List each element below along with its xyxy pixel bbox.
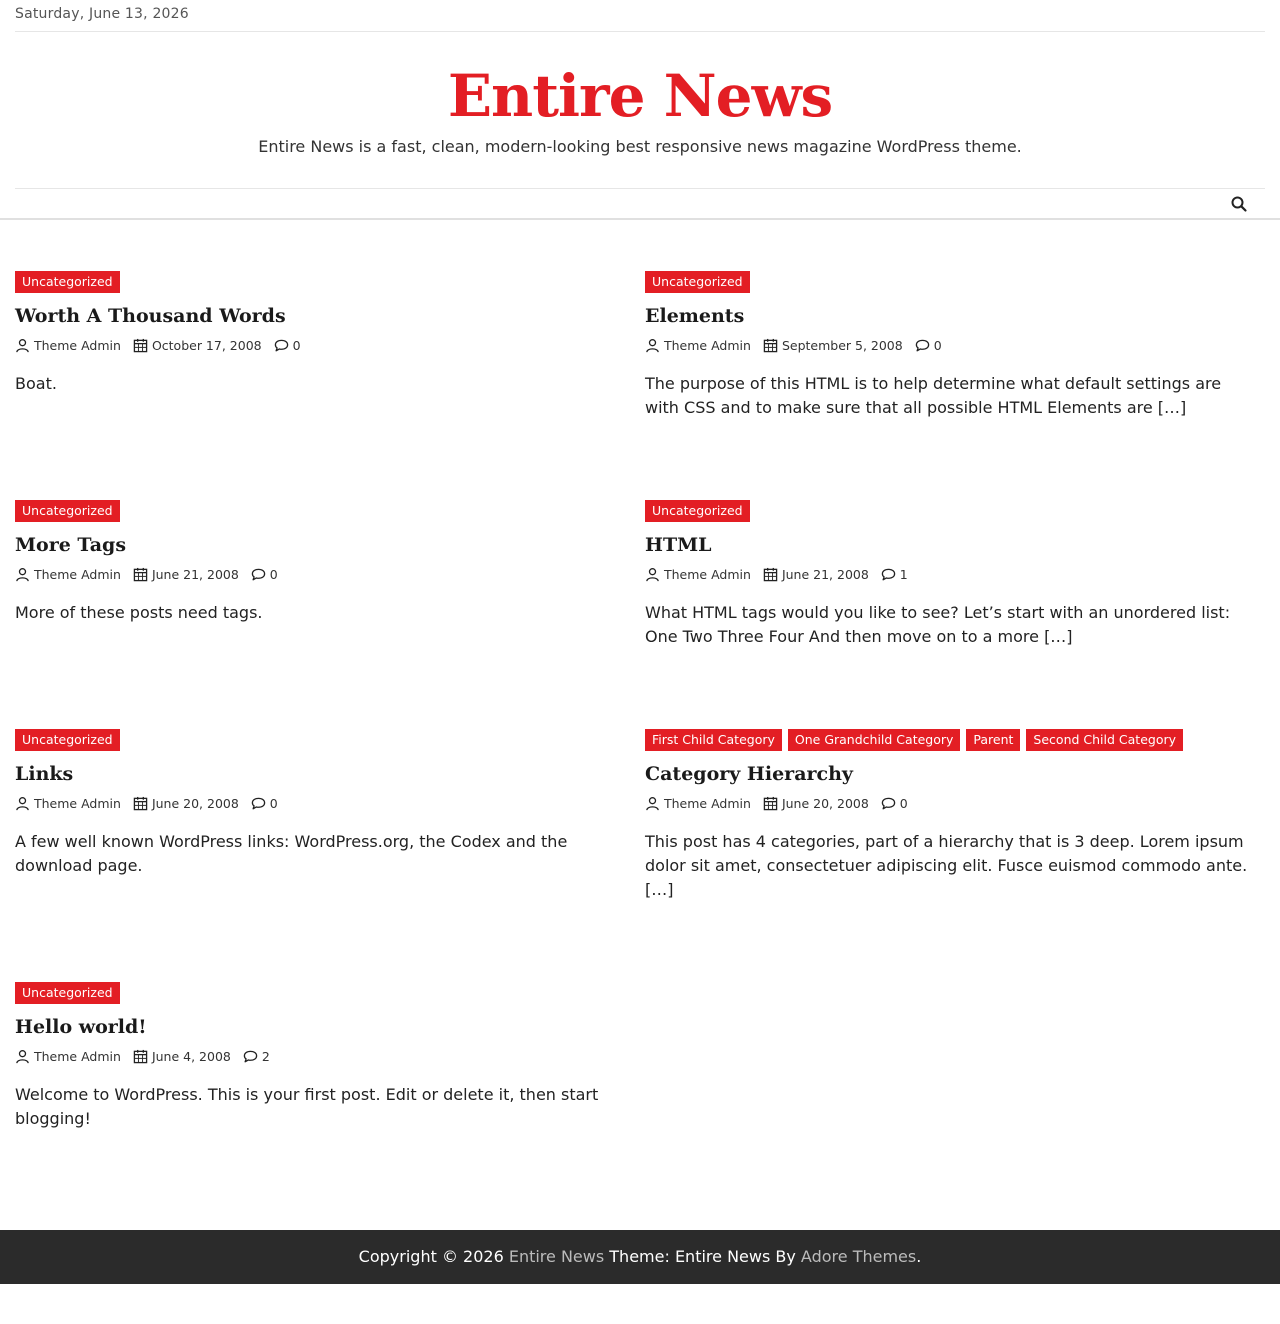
post-card bbox=[15, 982, 635, 1131]
post-date-text: June 20, 2008 bbox=[781, 795, 869, 811]
category-badge[interactable]: Second Child Category bbox=[1026, 729, 1183, 751]
calendar-icon bbox=[133, 1049, 148, 1064]
post-author[interactable] bbox=[15, 338, 121, 353]
calendar-icon bbox=[763, 338, 778, 353]
site-footer bbox=[0, 1230, 1280, 1284]
footer-site-link[interactable]: Entire News bbox=[508, 1247, 605, 1266]
post-comments[interactable] bbox=[251, 567, 278, 582]
post-meta bbox=[15, 794, 635, 812]
user-icon bbox=[15, 338, 30, 353]
post-date[interactable] bbox=[133, 567, 239, 582]
post-author[interactable] bbox=[645, 796, 751, 811]
category-badge[interactable]: Uncategorized bbox=[645, 271, 750, 293]
post-title[interactable]: Category Hierarchy bbox=[645, 763, 853, 785]
post-comment-count: 0 bbox=[899, 795, 908, 811]
post-comments[interactable] bbox=[243, 1049, 270, 1064]
post-categories bbox=[15, 729, 635, 751]
post-date[interactable] bbox=[763, 338, 903, 353]
site-title[interactable]: Entire News bbox=[447, 62, 833, 130]
comment-icon bbox=[243, 1049, 258, 1064]
post-categories bbox=[15, 982, 635, 1004]
post-author-name: Theme Admin bbox=[664, 566, 751, 582]
post-comments[interactable] bbox=[881, 796, 908, 811]
post-author-name: Theme Admin bbox=[34, 566, 121, 582]
post-date-text: June 21, 2008 bbox=[151, 566, 239, 582]
post-excerpt: Boat. bbox=[15, 374, 57, 393]
post-author-name: Theme Admin bbox=[34, 1048, 121, 1064]
post-date-text: September 5, 2008 bbox=[781, 337, 903, 353]
user-icon bbox=[645, 796, 660, 811]
post-categories bbox=[645, 729, 1265, 751]
post-card bbox=[645, 729, 1265, 902]
main-navigation bbox=[0, 189, 1280, 220]
post-author-name: Theme Admin bbox=[34, 337, 121, 353]
post-meta bbox=[15, 1047, 635, 1065]
post-date-text: June 4, 2008 bbox=[151, 1048, 231, 1064]
post-title[interactable]: Hello world! bbox=[15, 1016, 147, 1038]
post-date[interactable] bbox=[763, 796, 869, 811]
top-bar bbox=[15, 0, 1265, 32]
footer-theme-text: Theme: Entire News By bbox=[604, 1247, 801, 1266]
post-title[interactable]: Links bbox=[15, 763, 74, 785]
category-badge[interactable]: Uncategorized bbox=[15, 271, 120, 293]
calendar-icon bbox=[133, 338, 148, 353]
post-meta bbox=[645, 336, 1265, 354]
post-author[interactable] bbox=[645, 338, 751, 353]
post-title[interactable]: Elements bbox=[645, 305, 745, 327]
post-author[interactable] bbox=[15, 1049, 121, 1064]
post-excerpt: The purpose of this HTML is to help determine what default settings are with CSS and to make sure that all possible HTML Elements are […] bbox=[645, 374, 1222, 417]
current-date: Saturday, June 13, 2026 bbox=[15, 6, 189, 22]
footer-copyright: Copyright © 2026 bbox=[358, 1247, 509, 1266]
post-author[interactable] bbox=[15, 796, 121, 811]
post-card bbox=[15, 271, 635, 396]
category-badge[interactable]: Uncategorized bbox=[15, 982, 120, 1004]
category-badge[interactable]: Parent bbox=[966, 729, 1020, 751]
post-title[interactable]: HTML bbox=[645, 534, 712, 556]
user-icon bbox=[645, 338, 660, 353]
post-title[interactable]: More Tags bbox=[15, 534, 127, 556]
post-date-text: June 21, 2008 bbox=[781, 566, 869, 582]
user-icon bbox=[645, 567, 660, 582]
post-meta bbox=[645, 565, 1265, 583]
post-date[interactable] bbox=[133, 338, 262, 353]
post-comments[interactable] bbox=[274, 338, 301, 353]
post-date[interactable] bbox=[133, 796, 239, 811]
post-date[interactable] bbox=[133, 1049, 231, 1064]
post-categories bbox=[645, 500, 1265, 522]
comment-icon bbox=[881, 567, 896, 582]
post-comment-count: 1 bbox=[899, 566, 908, 582]
post-comment-count: 0 bbox=[292, 337, 301, 353]
site-description: Entire News is a fast, clean, modern-looking best responsive news magazine WordPress theme. bbox=[258, 137, 1022, 156]
calendar-icon bbox=[133, 796, 148, 811]
post-comment-count: 0 bbox=[933, 337, 942, 353]
post-comment-count: 0 bbox=[269, 795, 278, 811]
category-badge[interactable]: Uncategorized bbox=[15, 500, 120, 522]
post-card bbox=[15, 500, 635, 625]
footer-suffix: . bbox=[916, 1247, 922, 1266]
post-excerpt: This post has 4 categories, part of a hierarchy that is 3 deep. Lorem ipsum dolor sit amet, consectetuer adipiscing elit. Fusce euismod commodo ante. […] bbox=[645, 832, 1248, 899]
calendar-icon bbox=[133, 567, 148, 582]
post-meta bbox=[15, 336, 635, 354]
post-date[interactable] bbox=[763, 567, 869, 582]
category-badge[interactable]: Uncategorized bbox=[645, 500, 750, 522]
post-date-text: October 17, 2008 bbox=[151, 337, 262, 353]
user-icon bbox=[15, 567, 30, 582]
category-badge[interactable]: First Child Category bbox=[645, 729, 782, 751]
post-excerpt: A few well known WordPress links: WordPress.org, the Codex and the download page. bbox=[15, 832, 568, 875]
post-categories bbox=[15, 500, 635, 522]
search-icon bbox=[1230, 195, 1248, 213]
search-button[interactable] bbox=[1230, 195, 1248, 213]
category-badge[interactable]: Uncategorized bbox=[15, 729, 120, 751]
comment-icon bbox=[881, 796, 896, 811]
user-icon bbox=[15, 796, 30, 811]
post-title[interactable]: Worth A Thousand Words bbox=[15, 305, 286, 327]
post-comments[interactable] bbox=[881, 567, 908, 582]
comment-icon bbox=[915, 338, 930, 353]
comment-icon bbox=[251, 796, 266, 811]
post-author[interactable] bbox=[15, 567, 121, 582]
post-meta bbox=[645, 794, 1265, 812]
category-badge[interactable]: One Grandchild Category bbox=[788, 729, 961, 751]
post-categories bbox=[645, 271, 1265, 293]
post-comments[interactable] bbox=[251, 796, 278, 811]
post-card bbox=[645, 500, 1265, 649]
post-excerpt: More of these posts need tags. bbox=[15, 603, 263, 622]
post-categories bbox=[15, 271, 635, 293]
post-excerpt: What HTML tags would you like to see? Let’s start with an unordered list: One Two Three Four And then move on to a more […] bbox=[645, 603, 1231, 646]
calendar-icon bbox=[763, 567, 778, 582]
comment-icon bbox=[274, 338, 289, 353]
post-meta bbox=[15, 565, 635, 583]
post-author-name: Theme Admin bbox=[34, 795, 121, 811]
footer-author-link[interactable]: Adore Themes bbox=[800, 1247, 917, 1266]
post-author[interactable] bbox=[645, 567, 751, 582]
post-comments[interactable] bbox=[915, 338, 942, 353]
post-date-text: June 20, 2008 bbox=[151, 795, 239, 811]
user-icon bbox=[15, 1049, 30, 1064]
post-author-name: Theme Admin bbox=[664, 337, 751, 353]
post-card bbox=[15, 729, 635, 878]
post-card bbox=[645, 271, 1265, 420]
calendar-icon bbox=[763, 796, 778, 811]
site-branding bbox=[0, 60, 1280, 158]
comment-icon bbox=[251, 567, 266, 582]
post-excerpt: Welcome to WordPress. This is your first post. Edit or delete it, then start blogging! bbox=[15, 1085, 599, 1128]
post-comment-count: 0 bbox=[269, 566, 278, 582]
post-author-name: Theme Admin bbox=[664, 795, 751, 811]
post-comment-count: 2 bbox=[261, 1048, 270, 1064]
